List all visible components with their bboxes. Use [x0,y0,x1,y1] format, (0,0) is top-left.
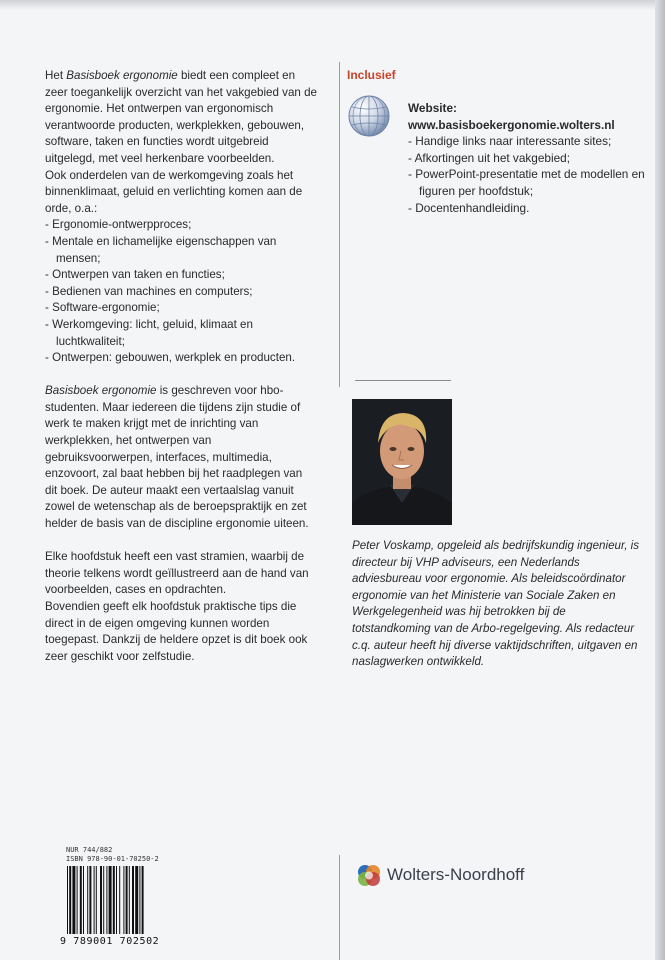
topic-item: - Ergonomie-ontwerpproces; [45,217,317,234]
website-url[interactable]: www.basisboekergonomie.wolters.nl [408,117,615,132]
book-title-italic: Basisboek ergonomie [66,69,178,82]
publisher-logo [356,862,524,888]
footer-divider [339,855,340,960]
topic-item: - Bedienen van machines en computers; [45,284,317,301]
cover-top-edge [0,0,665,10]
intro-text-rest: biedt een compleet en zeer toegankelijk overzicht van het vakgebied van de ergonomie. Het ontwerpen van ergonomisch verantwoorde producten, werkplekken, gebouwen, software, taken en functies wordt uitgebreid uitgelegd, met veel herkenbare voorbeelden. [45,69,317,165]
website-item: - Afkortingen uit het vakgebied; [408,150,653,167]
structure-paragraph: Elke hoofdstuk heeft een vast stramien, waarbij de theorie telkens wordt geïllustreerd aan de hand van voorbeelden, cases en opdrachten. [45,550,309,597]
audience-text: is geschreven voor hbo-studenten. Maar iedereen die tijdens zijn studie of werk te maken krijgt met de inrichting van werkplekken, het ontwerpen van gebruiksvoorwerpen, interfaces, multimedia, enzovoort, zal baat hebben bij het raadplegen van dit boek. De auteur maakt een vertaalslag vanuit zowel de wetenschap als de beroepspraktijk en zet helder de basis van de discipline ergonomie uiteen. [45,384,309,531]
website-item: - PowerPoint-presentatie met de modellen en figuren per hoofdstuk; [408,166,653,199]
book-title-italic: Basisboek ergonomie [45,384,157,398]
topic-item: - Werkomgeving: licht, geluid, klimaat en luchtkwaliteit; [45,317,317,350]
topic-item: - Mentale en lichamelijke eigenschappen van mensen; [45,234,317,267]
intro-text: Het [45,69,67,82]
website-items-list [408,133,653,216]
intro-paragraph-2: Ook onderdelen van de werkomgeving zoals het binnenklimaat, geluid en verlichting komen aan de orde, o.a.: [45,168,303,215]
cover-spine-edge [655,0,665,960]
website-item: - Docentenhandleiding. [408,200,653,217]
audience-paragraph [45,383,317,532]
photo-divider [355,380,451,381]
topic-item: - Ontwerpen: gebouwen, werkplek en producten. [45,350,317,367]
topic-item: - Ontwerpen van taken en functies; [45,267,317,284]
website-item: - Handige links naar interessante sites; [408,133,653,150]
barcode [66,866,174,934]
globe-icon [347,94,391,138]
author-bio: Peter Voskamp, opgeleid als bedrijfskundig ingenieur, is directeur bij VHP adviseurs, een Nederlands adviesbureau voor ergonomie. Als beleidscoördinator ergonomie van het Ministerie van Sociale Zaken en Werkgelegenheid was hij betrokken bij de totstandkoming van de Arbo-regelgeving. Als redacteur c.q. auteur heeft hij diverse vaktijdschriften, uitgaven en naslagwerken ontwikkeld. [352,539,640,669]
isbn-block [66,846,159,864]
tips-paragraph: Bovendien geeft elk hoofdstuk praktische tips die direct in de eigen omgeving kunnen worden toegepast. Dankzij de heldere opzet is dit boek ook zeer geschikt voor zelfstudie. [45,600,308,663]
website-label: Website: [408,101,457,115]
column-divider [339,62,340,387]
website-block [408,100,653,216]
isbn-code: ISBN 978-90-01-70250-2 [66,855,159,863]
barcode-digits: 9 789001 702502 [60,936,160,947]
nur-code: NUR 744/882 [66,846,113,854]
publisher-logo-icon [356,862,382,888]
publisher-name: Wolters-Noordhoff [387,865,525,884]
inclusief-heading: Inclusief [347,68,396,82]
author-photo [352,399,452,525]
topics-list [45,217,317,366]
topic-item: - Software-ergonomie; [45,300,317,317]
intro-paragraph [45,68,317,168]
description-column [45,68,317,665]
